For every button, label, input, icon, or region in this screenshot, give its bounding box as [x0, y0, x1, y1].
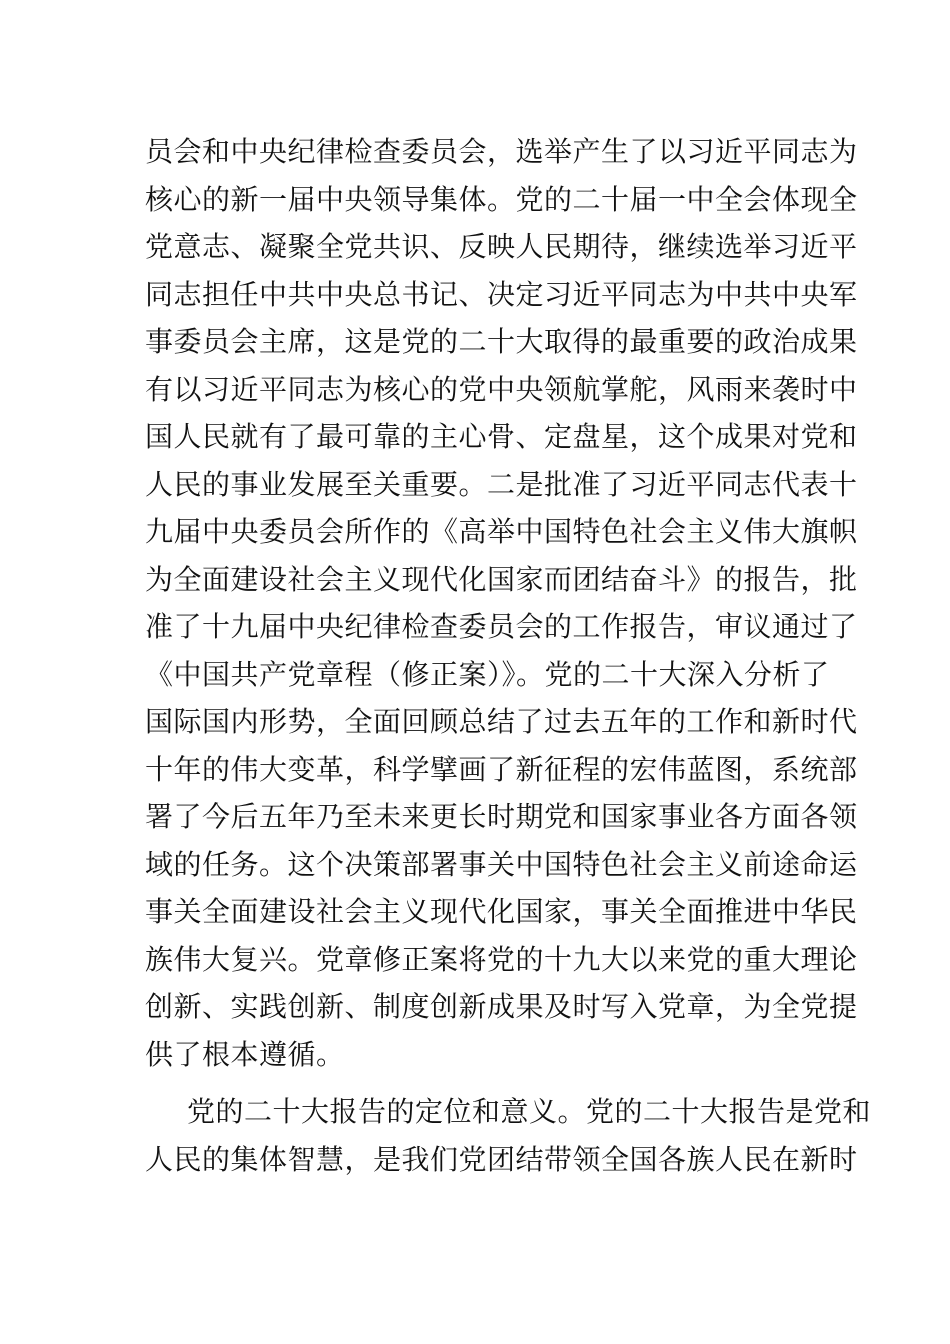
- text-line: 核心的新一届中央领导集体。党的二十届一中全会体现全: [145, 182, 858, 216]
- text-line: 供了根本遵循。: [145, 1037, 345, 1071]
- text-line: 创新、实践创新、制度创新成果及时写入党章，为全党提: [145, 990, 858, 1023]
- text-line: 九届中央委员会所作的《高举中国特色社会主义伟大旗帜: [145, 515, 858, 548]
- text-line: 《中国共产党章程（修正案）》。党的二十大深入分析了: [145, 657, 830, 691]
- text-line: 事关全面建设社会主义现代化国家，事关全面推进中华民: [145, 895, 858, 928]
- text-line: 党的二十大报告的定位和意义。党的二十大报告是党和: [187, 1095, 872, 1128]
- text-line: 域的任务。这个决策部署事关中国特色社会主义前途命运: [145, 847, 858, 881]
- text-line: 国际国内形势，全面回顾总结了过去五年的工作和新时代: [145, 705, 858, 738]
- paragraph-2: [145, 1088, 872, 1183]
- text-line: 同志担任中共中央总书记、决定习近平同志为中共中央军: [145, 277, 858, 311]
- paragraph-1: [145, 128, 858, 1078]
- text-line: 党意志、凝聚全党共识、反映人民期待，继续选举习近平: [145, 230, 858, 263]
- text-line: 事委员会主席，这是党的二十大取得的最重要的政治成果: [145, 325, 858, 358]
- text-line: 员会和中央纪律检查委员会，选举产生了以习近平同志为: [145, 135, 858, 168]
- paragraph-gap: [145, 1078, 815, 1088]
- text-line: 十年的伟大变革，科学擘画了新征程的宏伟蓝图，系统部: [145, 752, 858, 786]
- text-line: 族伟大复兴。党章修正案将党的十九大以来党的重大理论: [145, 942, 858, 976]
- text-line: 人民的事业发展至关重要。二是批准了习近平同志代表十: [145, 467, 858, 501]
- text-line: 署了今后五年乃至未来更长时期党和国家事业各方面各领: [145, 800, 858, 833]
- text-line: 国人民就有了最可靠的主心骨、定盘星，这个成果对党和: [145, 420, 858, 453]
- text-line: 人民的集体智慧，是我们党团结带领全国各族人民在新时: [145, 1142, 858, 1176]
- text-line: 为全面建设社会主义现代化国家而团结奋斗》的报告，批: [145, 562, 858, 596]
- text-line: 准了十九届中央纪律检查委员会的工作报告，审议通过了: [145, 610, 858, 643]
- document-body: [145, 128, 872, 1183]
- text-line: 有以习近平同志为核心的党中央领航掌舵，风雨来袭时中: [145, 372, 858, 406]
